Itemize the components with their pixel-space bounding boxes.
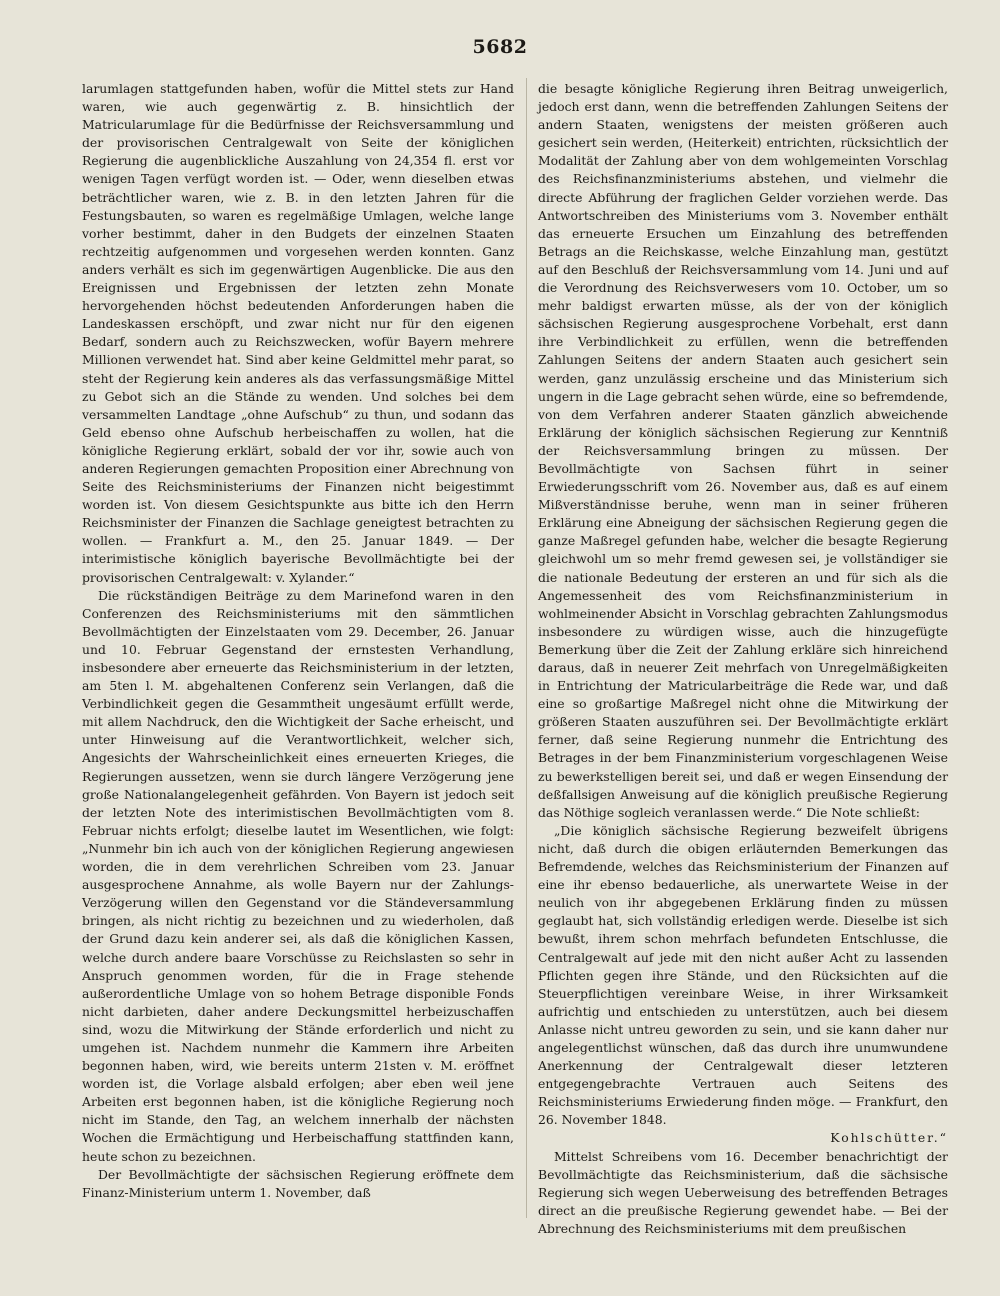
paragraph: „Die königlich sächsische Regierung bezweifelt übrigens nicht, daß durch die obigen erläuternden Bemerkungen das Befremdende, welches das Reichsministerium der Finanzen auf eine ihr ebenso bedauerliche, als unerwartete Weise in der neulich von ihr abgegebenen Erklärung finden zu müssen geglaubt hat, sich vollständig erledigen werde. Dieselbe ist sich bewußt, ihrem schon mehrfach befundeten Entschlusse, die Centralgewalt auf jede mit den nicht außer Acht zu lassenden Pflichten gegen ihre Stände, und den Rücksichten auf die Steuerpflichtigen vereinbare Weise, in ihrer Wirksamkeit aufrichtig und entschieden zu unterstützen, auch bei diesem Anlasse nicht untreu geworden zu sein, und sie kann daher nur angelegentlichst wünschen, daß das durch ihre unumwundene Anerkennung der Centralgewalt dieser letzteren entgegengebrachte Vertrauen auch Seitens des Reichsministeriums Erwiederung finden möge. — Frankfurt, den 26. November 1848. bbox=[538, 822, 948, 1128]
signature: Kohlschütter.“ bbox=[830, 1130, 948, 1146]
paragraph: Der Bevollmächtigte der sächsischen Regierung eröffnete dem Finanz-Ministerium unterm 1. November, daß bbox=[82, 1166, 514, 1200]
paragraph: die besagte königliche Regierung ihren Beitrag unweigerlich, jedoch erst dann, wenn die betreffenden Zahlungen Seitens der andern Staaten, wenigstens der meisten größeren auch gesichert sein werden, (Heiterkeit) entrichten, rücksichtlich der Modalität der Zahlung aber von dem wohlgemeinten Vorschlag des Reichsfinanzministeriums abstehen, und vielmehr die directe Abführung der fraglichen Gelder vorziehen werde. Das Antwortschreiben des Ministeriums vom 3. November enthält das erneuerte Ersuchen um Einzahlung des betreffenden Betrags an die Reichskasse, welche Einzahlung man, gestützt auf den Beschluß der Reichsversammlung vom 14. Juni und auf die Verordnung des Reichsverwesers vom 10. October, um so mehr baldigst erwarten müsse, als der von der königlich sächsischen Regierung ausgesprochene Vorbehalt, erst dann ihre Verbindlichkeit zu erfüllen, wenn die betreffenden Zahlungen Seitens der andern Staaten auch gesichert sein werden, ganz unzulässig erscheine und das Ministerium sich ungern in die Lage gebracht sehen würde, eine so befremdende, von dem Verfahren anderer Staaten gänzlich abweichende Erklärung der königlich sächsischen Regierung zur Kenntniß der Reichsversammlung bringen zu müssen. Der Bevollmächtigte von Sachsen führt in seiner Erwiederungsschrift vom 26. November aus, daß es auf einem Mißverständnisse beruhe, wenn man in seiner früheren Erklärung eine Abneigung der sächsischen Regierung gegen die ganze Maßregel gefunden habe, welcher die besagte Regierung gleichwohl um so mehr fremd gewesen sei, je vollständiger sie die nationale Bedeutung der ersteren an und für sich als die Angemessenheit des vom Reichsfinanzministerium in wohlmeinender Absicht in Vorschlag gebrachten Zahlungsmodus insbesondere zu würdigen wisse, auch die hinzugefügte Bemerkung über die Zeit der Zahlung erkläre sich hinreichend daraus, daß in neuerer Zeit mehrfach von Unregelmäßigkeiten in Entrichtung der Matricularbeiträge die Rede war, und daß eine so großartige Maßregel nicht ohne die Mitwirkung der größeren Staaten auszuführen sei. Der Bevollmächtigte erklärt ferner, daß seine Regierung nunmehr die Entrichtung des Betrages in der bem Finanzministerium vorgeschlagenen Weise zu bewerkstelligen bereit sei, und daß er wegen Einsendung der deßfallsigen Anweisung auf die königlich preußische Regierung das Nöthige sogleich veranlassen werde.“ Die Note schließt: bbox=[538, 81, 948, 820]
paragraph: Die rückständigen Beiträge zu dem Marinefond waren in den Conferenzen des Reichsministeriums mit den sämmtlichen Bevollmächtigten der Einzelstaaten vom 29. December, 26. Januar und 10. Februar Gegenstand der ernstesten Verhandlung, insbesondere aber erneuerte das Reichsministerium in der letzten, am 5ten l. M. abgehaltenen Conferenz sein Verlangen, daß die Verbindlichkeit gegen die Gesammtheit ungesäumt erfüllt werde, mit allem Nachdruck, den die Wichtigkeit der Sache erheischt, und unter Hinweisung auf die Verantwortlichkeit, welcher sich, Angesichts der Wahrscheinlichkeit eines erneuerten Krieges, die Regierungen aussetzen, wenn sie durch längere Verzögerung jene große Nationalangelegenheit gefährden. Von Bayern ist jedoch seit der letzten Note des interimistischen Bevollmächtigten vom 8. Februar nichts erfolgt; dieselbe lautet im Wesentlichen, wie folgt: „Nunmehr bin ich auch von der königlichen Regierung angewiesen worden, die in dem verehrlichen Schreiben vom 23. Januar ausgesprochene Annahme, als wolle Bayern nur der Zahlungs-Verzögerung willen den Gegenstand vor die Ständeversammlung bringen, als nicht richtig zu bezeichnen und zu wiederholen, daß der Grund dazu kein anderer sei, als daß die königlichen Kassen, welche durch andere baare Vorschüsse zu Reichslasten so sehr in Anspruch genommen worden, für die in Frage stehende außerordentliche Umlage von so hohem Betrage disponible Fonds nicht darbieten, daher andere Deckungsmittel herbeizuschaffen sind, wozu die Mitwirkung der Stände erforderlich und nicht zu umgehen ist. Nachdem nunmehr die Kammern ihre Arbeiten begonnen haben, wird, wie bereits unterm 21sten v. M. eröffnet worden ist, die Vorlage alsbald erfolgen; aber eben weil jene Arbeiten erst begonnen haben, ist die königliche Regierung noch nicht im Stande, den Tag, an welchem innerhalb der nächsten Wochen die Ermächtigung und Herbeischaffung stattfinden kann, heute schon zu bezeichnen. bbox=[82, 587, 514, 1164]
right-column bbox=[538, 80, 948, 1238]
page-number: 5682 bbox=[472, 36, 528, 58]
paragraph: larumlagen stattgefunden haben, wofür die Mittel stets zur Hand waren, wie auch gegenwärtig z. B. hinsichtlich der Matricularumlage für die Bedürfnisse der Reichsversammlung und der provisorischen Centralgewalt von Seite der königlichen Regierung die augenblickliche Auszahlung von 24,354 fl. erst vor wenigen Tagen verfügt worden ist. — Oder, wenn dieselben etwas beträchtlicher waren, wie z. B. in den letzten Jahren für die Festungsbauten, so waren es regelmäßige Umlagen, welche lange vorher bestimmt, daher in den Budgets der einzelnen Staaten rechtzeitig aufgenommen und vorgesehen werden konnten. Ganz anders verhält es sich im gegenwärtigen Augenblicke. Die aus den Ereignissen und Ergebnissen der letzten zehn Monate hervorgehenden höchst bedeutenden Anforderungen haben die Landeskassen erschöpft, und zwar nicht nur für den eigenen Bedarf, sondern auch zu Reichszwecken, wofür Bayern mehrere Millionen verwendet hat. Sind aber keine Geldmittel mehr parat, so steht der Regierung kein anderes als das verfassungsmäßige Mittel zu Gebot sich an die Stände zu wenden. Und solches bei dem versammelten Landtage „ohne Aufschub“ zu thun, und sodann das Geld ebenso ohne Aufschub herbeischaffen zu wollen, hat die königliche Regierung erklärt, sobald der vor ihr, sowie auch von anderen Regierungen gemachten Proposition einer Abrechnung von Seite des Reichsministeriums der Finanzen nicht beigestimmt worden ist. Von diesem Gesichtspunkte aus bitte ich den Herrn Reichsminister der Finanzen die Sachlage geneigtest betrachten zu wollen. — Frankfurt a. M., den 25. Januar 1849. — Der interimistische königlich bayerische Bevollmächtigte bei der provisorischen Centralgewalt: v. Xylander.“ bbox=[82, 81, 514, 585]
column-divider bbox=[526, 78, 527, 1218]
paragraph: Mittelst Schreibens vom 16. December benachrichtigt der Bevollmächtigte das Reichsministerium, daß die sächsische Regierung sich wegen Ueberweisung des betreffenden Betrages direct an die preußische Regierung gewendet habe. — Bei der Abrechnung des Reichsministeriums mit dem preußischen bbox=[538, 1148, 948, 1236]
left-column bbox=[82, 80, 514, 1202]
